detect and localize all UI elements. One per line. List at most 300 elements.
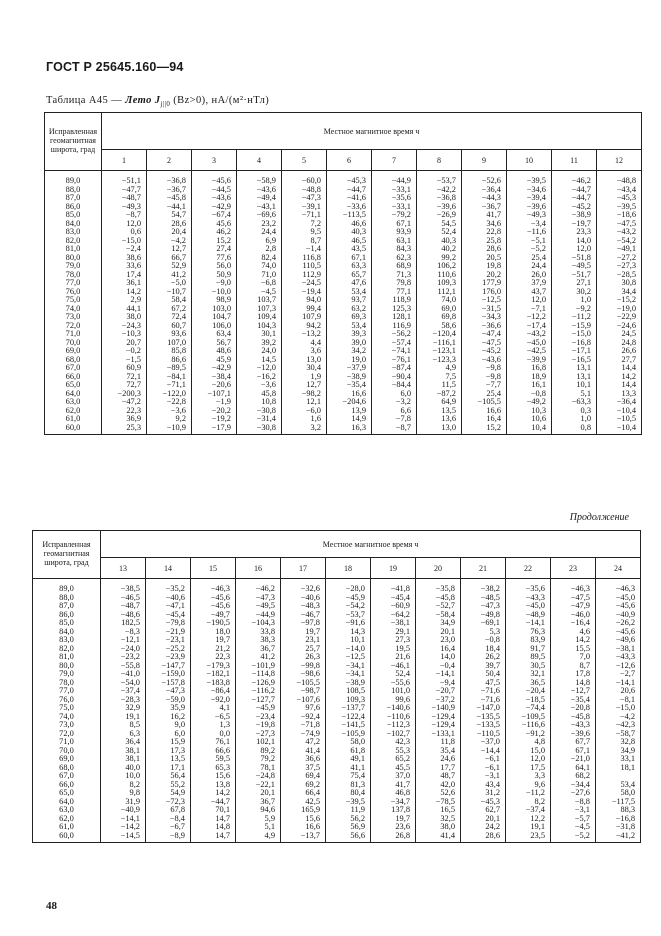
value-cell: 106,0 — [192, 322, 237, 331]
value-cell: 69,2 — [281, 781, 326, 790]
value-cell: −11,2 — [552, 313, 597, 322]
value-cell: 41,2 — [236, 653, 281, 662]
value-cell: 106,2 — [417, 262, 462, 271]
value-cell: −2,7 — [596, 670, 641, 679]
latitude-cell: 62,0 — [45, 407, 102, 416]
value-cell: 20,1 — [236, 789, 281, 798]
value-cell: −10,0 — [192, 288, 237, 297]
hour-column-header: 18 — [326, 558, 371, 579]
value-cell: −8,9 — [146, 832, 191, 843]
value-cell: −112,3 — [371, 721, 416, 730]
value-cell: 36,7 — [236, 798, 281, 807]
latitude-cell: 61,0 — [45, 415, 102, 424]
value-cell: −41,6 — [327, 194, 372, 203]
value-cell: 16,2 — [146, 713, 191, 722]
latitude-cell: 70,0 — [33, 747, 101, 756]
hour-column-header: 13 — [101, 558, 146, 579]
value-cell: 1,3 — [191, 721, 236, 730]
value-cell: 43,4 — [461, 781, 506, 790]
hour-column-header: 20 — [416, 558, 461, 579]
value-cell: −45,0 — [507, 339, 552, 348]
value-cell: 56,6 — [326, 832, 371, 843]
latitude-cell: 77,0 — [33, 687, 101, 696]
hour-column-header: 22 — [506, 558, 551, 579]
value-cell: 110,6 — [417, 271, 462, 280]
value-cell: −190,5 — [191, 619, 236, 628]
value-cell: −48,5 — [461, 594, 506, 603]
value-cell: −34,1 — [326, 670, 371, 679]
local-time-header: Местное магнитное время ч — [101, 531, 641, 558]
value-cell: 16,4 — [462, 415, 507, 424]
value-cell: 23,6 — [371, 823, 416, 832]
value-cell: −48,8 — [597, 171, 642, 186]
value-cell: 5,1 — [236, 823, 281, 832]
value-cell: −54,0 — [101, 679, 146, 688]
value-cell: 25,4 — [507, 254, 552, 263]
value-cell: 64,9 — [417, 398, 462, 407]
value-cell: −200,3 — [102, 390, 147, 399]
hour-column-header: 12 — [597, 150, 642, 171]
value-cell: 16,5 — [416, 806, 461, 815]
value-cell: −116,2 — [236, 687, 281, 696]
value-cell: 61,8 — [326, 747, 371, 756]
latitude-cell: 88,0 — [45, 186, 102, 195]
value-cell: 63,1 — [372, 237, 417, 246]
hour-column-header: 8 — [417, 150, 462, 171]
value-cell: 79,8 — [372, 279, 417, 288]
hour-column-header: 7 — [372, 150, 417, 171]
value-cell: −49,1 — [597, 245, 642, 254]
value-cell: 30,1 — [237, 330, 282, 339]
value-cell: −98,6 — [281, 670, 326, 679]
value-cell: 46,2 — [192, 228, 237, 237]
value-cell: 50,4 — [461, 670, 506, 679]
value-cell: 93,6 — [147, 330, 192, 339]
value-cell: −45,6 — [596, 602, 641, 611]
value-cell: 38,0 — [416, 823, 461, 832]
hour-column-header: 14 — [146, 558, 191, 579]
value-cell: 29,1 — [371, 628, 416, 637]
value-cell: −34,7 — [371, 798, 416, 807]
value-cell: −141,5 — [326, 721, 371, 730]
value-cell: −76,1 — [372, 356, 417, 365]
value-cell: −41,0 — [101, 670, 146, 679]
value-cell: −54,2 — [326, 602, 371, 611]
value-cell: −16,2 — [237, 373, 282, 382]
value-cell: −46,3 — [191, 579, 236, 594]
value-cell: −147,0 — [461, 704, 506, 713]
value-cell: −43,4 — [597, 186, 642, 195]
value-cell: −7,7 — [462, 381, 507, 390]
value-cell: −5,0 — [147, 279, 192, 288]
value-cell: 14,2 — [102, 288, 147, 297]
value-cell: −140,9 — [416, 704, 461, 713]
value-cell: 14,2 — [191, 789, 236, 798]
value-cell: −34,3 — [462, 313, 507, 322]
value-cell: 18,4 — [461, 645, 506, 654]
value-cell: −6,1 — [461, 755, 506, 764]
value-cell: 93,7 — [327, 296, 372, 305]
value-cell: −2,4 — [102, 245, 147, 254]
value-cell: 17,1 — [146, 764, 191, 773]
value-cell: −44,7 — [552, 186, 597, 195]
latitude-cell: 75,0 — [33, 704, 101, 713]
value-cell: 6,0 — [146, 730, 191, 739]
value-cell: −89,5 — [147, 364, 192, 373]
latitude-cell: 76,0 — [45, 288, 102, 297]
value-cell: 19,7 — [191, 636, 236, 645]
value-cell: −182,1 — [191, 670, 236, 679]
value-cell: 45,9 — [192, 356, 237, 365]
value-cell: −120,4 — [417, 330, 462, 339]
value-cell: −0,4 — [416, 662, 461, 671]
value-cell: 89,2 — [236, 747, 281, 756]
value-cell: −159,0 — [146, 670, 191, 679]
value-cell: 24,4 — [507, 262, 552, 271]
value-cell: 71,0 — [237, 271, 282, 280]
value-cell: −122,0 — [147, 390, 192, 399]
table-row — [33, 789, 641, 798]
value-cell: −41,8 — [371, 579, 416, 594]
value-cell: 83,9 — [506, 636, 551, 645]
value-cell: 37,0 — [371, 772, 416, 781]
value-cell: −28,0 — [326, 579, 371, 594]
caption-condition: (Bz>0), нА/(м²·нТл) — [173, 95, 270, 106]
value-cell: 49,1 — [326, 755, 371, 764]
hour-column-header: 21 — [461, 558, 506, 579]
value-cell: −45,3 — [461, 798, 506, 807]
value-cell: −36,6 — [462, 322, 507, 331]
value-cell: 67,1 — [551, 747, 596, 756]
value-cell: −14,0 — [326, 645, 371, 654]
value-cell: −39,6 — [551, 730, 596, 739]
value-cell: 103,7 — [237, 296, 282, 305]
value-cell: 48,6 — [192, 347, 237, 356]
value-cell: 94,0 — [282, 296, 327, 305]
latitude-cell: 82,0 — [45, 237, 102, 246]
value-cell: 5,3 — [461, 628, 506, 637]
value-cell: 20,7 — [102, 339, 147, 348]
value-cell: −3,4 — [507, 220, 552, 229]
value-cell: 30,2 — [552, 288, 597, 297]
value-cell: −40,6 — [146, 594, 191, 603]
value-cell: 103,0 — [192, 305, 237, 314]
value-cell: 25,3 — [102, 424, 147, 435]
value-cell: 5,9 — [236, 815, 281, 824]
value-cell: −14,1 — [506, 619, 551, 628]
value-cell: −46,2 — [236, 579, 281, 594]
value-cell: −123,3 — [417, 356, 462, 365]
value-cell: −47,3 — [236, 594, 281, 603]
value-cell: −31,5 — [462, 305, 507, 314]
value-cell: 69,0 — [417, 305, 462, 314]
value-cell: −49,8 — [461, 611, 506, 620]
value-cell: −74,9 — [281, 730, 326, 739]
value-cell: −46,0 — [551, 611, 596, 620]
value-cell: 18,1 — [596, 764, 641, 773]
value-cell: 94,2 — [282, 322, 327, 331]
latitude-cell: 65,0 — [33, 789, 101, 798]
value-cell: 4,4 — [282, 339, 327, 348]
value-cell: 24,8 — [597, 339, 642, 348]
value-cell: −12,0 — [237, 364, 282, 373]
value-cell: 11,9 — [326, 806, 371, 815]
value-cell: −19,8 — [236, 721, 281, 730]
value-cell: −13,7 — [281, 832, 326, 843]
value-cell: 12,1 — [282, 398, 327, 407]
value-cell: 108,5 — [326, 687, 371, 696]
caption-prefix: Таблица А45 — — [46, 95, 123, 106]
value-cell: 67,7 — [551, 738, 596, 747]
value-cell: 30,8 — [597, 279, 642, 288]
value-cell: −183,8 — [191, 679, 236, 688]
value-cell: 15,6 — [281, 815, 326, 824]
value-cell: −47,3 — [146, 687, 191, 696]
value-cell: −14,1 — [416, 670, 461, 679]
value-cell: −55,8 — [101, 662, 146, 671]
value-cell: 110,5 — [282, 262, 327, 271]
value-cell: 19,7 — [371, 815, 416, 824]
value-cell: −38,2 — [461, 579, 506, 594]
value-cell: −0,2 — [102, 347, 147, 356]
latitude-cell: 83,0 — [33, 636, 101, 645]
value-cell: −101,9 — [236, 662, 281, 671]
latitude-cell: 64,0 — [45, 390, 102, 399]
value-cell: 58,0 — [326, 738, 371, 747]
value-cell: 1,6 — [282, 415, 327, 424]
value-cell: 14,7 — [191, 815, 236, 824]
value-cell: −14,1 — [101, 815, 146, 824]
value-cell: −8,3 — [101, 628, 146, 637]
value-cell: 20,1 — [461, 815, 506, 824]
value-cell: 16,6 — [462, 407, 507, 416]
value-cell: −21,0 — [551, 755, 596, 764]
table-row — [33, 696, 641, 705]
value-cell: −25,2 — [146, 645, 191, 654]
value-cell: −43,6 — [462, 356, 507, 365]
value-cell: 109,3 — [417, 279, 462, 288]
hour-column-header: 24 — [596, 558, 641, 579]
value-cell: 104,3 — [237, 322, 282, 331]
value-cell: −47,7 — [102, 186, 147, 195]
latitude-cell: 85,0 — [33, 619, 101, 628]
table-body — [33, 579, 641, 843]
value-cell: 43,7 — [507, 288, 552, 297]
value-cell: 66,7 — [147, 254, 192, 263]
value-cell: 13,0 — [282, 356, 327, 365]
value-cell: −15,0 — [552, 330, 597, 339]
value-cell: −45,6 — [192, 171, 237, 186]
value-cell: 33,8 — [236, 628, 281, 637]
value-cell: −35,4 — [551, 696, 596, 705]
value-cell: −133,5 — [461, 721, 506, 730]
latitude-header: Исправленная геомагнитная широта, град — [45, 113, 102, 171]
value-cell: −157,8 — [146, 679, 191, 688]
value-cell: 26,2 — [461, 653, 506, 662]
value-cell: 116,9 — [372, 322, 417, 331]
value-cell: −39,4 — [507, 194, 552, 203]
value-cell: −39,5 — [597, 203, 642, 212]
value-cell: 26,0 — [507, 271, 552, 280]
value-cell: −12,7 — [551, 687, 596, 696]
value-cell: −48,9 — [506, 611, 551, 620]
value-cell: −18,5 — [506, 696, 551, 705]
value-cell: −47,2 — [102, 398, 147, 407]
data-table-hours-13-24 — [32, 530, 641, 843]
value-cell: −98,2 — [282, 390, 327, 399]
value-cell: 9,8 — [101, 789, 146, 798]
value-cell: −27,3 — [236, 730, 281, 739]
value-cell: 60,9 — [102, 364, 147, 373]
value-cell: 99,4 — [282, 305, 327, 314]
value-cell: −23,2 — [101, 653, 146, 662]
value-cell: 15,0 — [506, 747, 551, 756]
value-cell: 165,9 — [281, 806, 326, 815]
latitude-cell: 65,0 — [45, 381, 102, 390]
value-cell: 7,2 — [282, 220, 327, 229]
latitude-cell: 79,0 — [33, 670, 101, 679]
value-cell: −16,4 — [551, 619, 596, 628]
value-cell: 39,2 — [237, 339, 282, 348]
value-cell: 102,1 — [236, 738, 281, 747]
value-cell: 34,9 — [596, 747, 641, 756]
continued-label: Продолжение — [569, 512, 629, 523]
value-cell: −58,9 — [237, 171, 282, 186]
value-cell: −49,7 — [191, 611, 236, 620]
value-cell: −1,5 — [102, 356, 147, 365]
value-cell: 44,1 — [102, 305, 147, 314]
latitude-cell: 69,0 — [45, 347, 102, 356]
value-cell: 82,4 — [237, 254, 282, 263]
value-cell: 39,7 — [461, 662, 506, 671]
value-cell: 137,8 — [371, 806, 416, 815]
value-cell: 40,3 — [327, 228, 372, 237]
value-cell: 10,8 — [237, 398, 282, 407]
value-cell: −38,1 — [371, 619, 416, 628]
table-row — [33, 832, 641, 843]
value-cell: −21,9 — [146, 628, 191, 637]
value-cell: 125,3 — [372, 305, 417, 314]
value-cell: 41,4 — [281, 747, 326, 756]
value-cell: 22,3 — [102, 407, 147, 416]
value-cell: 15,6 — [191, 772, 236, 781]
latitude-cell: 74,0 — [45, 305, 102, 314]
value-cell: 18,9 — [507, 373, 552, 382]
value-cell: −16,8 — [552, 339, 597, 348]
value-cell: −51,7 — [552, 271, 597, 280]
value-cell: 54,5 — [417, 220, 462, 229]
value-cell: −5,1 — [507, 237, 552, 246]
value-cell: −6,0 — [282, 407, 327, 416]
value-cell: 97,6 — [281, 704, 326, 713]
value-cell: 13,1 — [552, 373, 597, 382]
value-cell: −24,3 — [102, 322, 147, 331]
value-cell: −0,8 — [507, 390, 552, 399]
value-cell: −10,4 — [597, 424, 642, 435]
value-cell: −39,5 — [326, 798, 371, 807]
value-cell: 8,2 — [506, 798, 551, 807]
value-cell: −58,7 — [596, 730, 641, 739]
value-cell: −129,4 — [416, 721, 461, 730]
value-cell: 76,1 — [191, 738, 236, 747]
value-cell: 36,1 — [102, 279, 147, 288]
value-cell: −20,7 — [416, 687, 461, 696]
value-cell: −34,6 — [507, 186, 552, 195]
value-cell: −74,4 — [506, 704, 551, 713]
value-cell: 12,0 — [102, 220, 147, 229]
value-cell: 55,2 — [146, 781, 191, 790]
value-cell: 12,0 — [552, 245, 597, 254]
value-cell: 76,3 — [506, 628, 551, 637]
value-cell: −24,0 — [101, 645, 146, 654]
local-time-header: Местное магнитное время ч — [102, 113, 642, 150]
value-cell: 11,5 — [417, 381, 462, 390]
value-cell: −45,9 — [326, 594, 371, 603]
latitude-cell: 86,0 — [33, 611, 101, 620]
value-cell: 99,6 — [371, 696, 416, 705]
value-cell: 52,6 — [416, 789, 461, 798]
value-cell: −16,5 — [552, 356, 597, 365]
value-cell: 24,4 — [237, 228, 282, 237]
value-cell: 13,8 — [191, 781, 236, 790]
value-cell: −40,9 — [101, 806, 146, 815]
value-cell: 37,5 — [281, 764, 326, 773]
value-cell: 38,1 — [101, 755, 146, 764]
value-cell: 9,5 — [282, 228, 327, 237]
value-cell: 72,7 — [102, 381, 147, 390]
hour-column-header: 9 — [462, 150, 507, 171]
value-cell: 35,4 — [416, 747, 461, 756]
value-cell: 38,0 — [102, 313, 147, 322]
value-cell: −59,0 — [146, 696, 191, 705]
latitude-cell: 75,0 — [45, 296, 102, 305]
value-cell: 58,6 — [417, 322, 462, 331]
value-cell: −6,7 — [146, 823, 191, 832]
value-cell: −7,8 — [372, 415, 417, 424]
value-cell: −8,8 — [551, 798, 596, 807]
value-cell: 31,2 — [461, 789, 506, 798]
value-cell: 26,3 — [281, 653, 326, 662]
value-cell: 21,6 — [371, 653, 416, 662]
value-cell: −27,3 — [597, 262, 642, 271]
value-cell: 22,3 — [191, 653, 236, 662]
latitude-cell: 63,0 — [33, 806, 101, 815]
value-cell: 14,0 — [416, 653, 461, 662]
latitude-cell: 83,0 — [45, 228, 102, 237]
value-cell: −63,3 — [552, 398, 597, 407]
value-cell: −122,4 — [326, 713, 371, 722]
value-cell: 6,6 — [372, 407, 417, 416]
value-cell: 80,4 — [326, 789, 371, 798]
value-cell: 13,5 — [146, 755, 191, 764]
value-cell: −92,0 — [191, 696, 236, 705]
value-cell: −43,2 — [597, 228, 642, 237]
value-cell: 32,8 — [596, 738, 641, 747]
value-cell: 66,4 — [281, 789, 326, 798]
value-cell: 39,3 — [327, 330, 372, 339]
value-cell: 177,9 — [462, 279, 507, 288]
value-cell: −113,5 — [327, 211, 372, 220]
value-cell: 4,1 — [191, 704, 236, 713]
value-cell: 64,1 — [551, 764, 596, 773]
value-cell: −8,7 — [372, 424, 417, 435]
value-cell: −49,6 — [596, 636, 641, 645]
value-cell: 41,7 — [371, 781, 416, 790]
value-cell: −43,6 — [192, 194, 237, 203]
value-cell: −6,1 — [461, 764, 506, 773]
latitude-cell: 63,0 — [45, 398, 102, 407]
value-cell: 99,2 — [417, 254, 462, 263]
